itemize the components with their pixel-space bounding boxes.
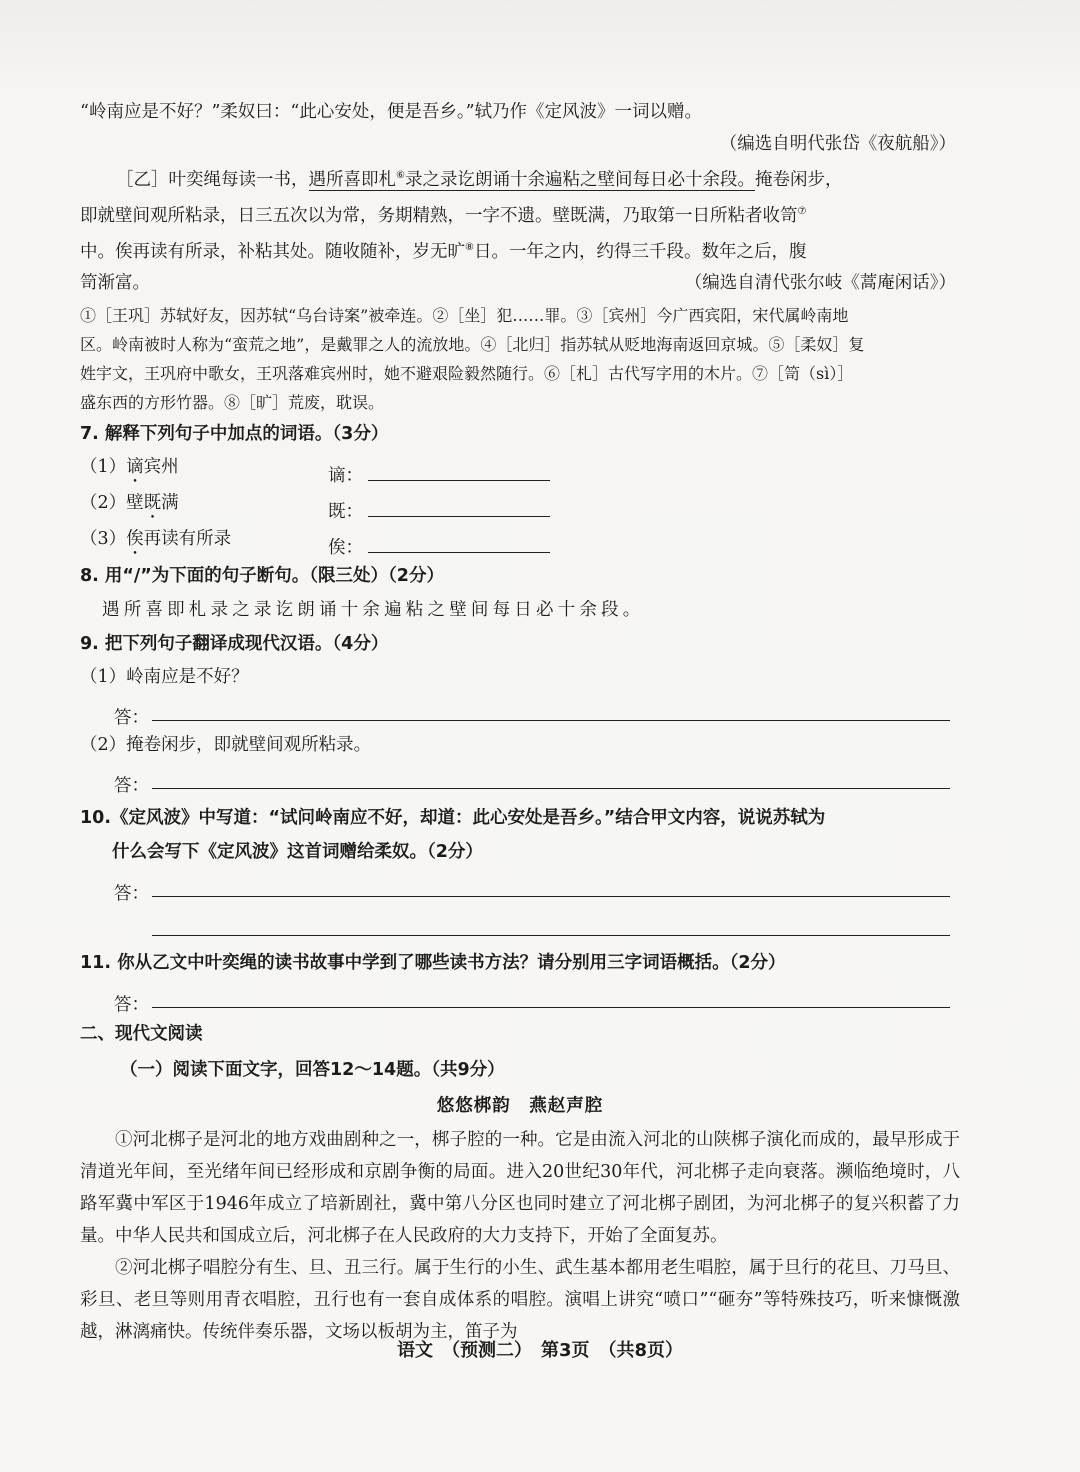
q7-item-3-dotted-word: 俟: [126, 529, 144, 550]
question-10-line-1: 10.《定风波》中写道：“试问岭南应不好，却道：此心安处是吾乡。”结合甲文内容，说说苏轼为: [80, 808, 826, 829]
q7-item-1-answer-blank[interactable]: [368, 458, 550, 481]
passage-b-line-4: [80, 267, 960, 299]
page-content: [80, 96, 960, 1348]
q10-answer-blank-1[interactable]: [152, 874, 950, 897]
page-footer: 语文 （预测二） 第3页 （共8页）: [396, 1340, 684, 1361]
passage-b-line-1: [80, 160, 960, 196]
passage-b-line3-text: 中。俟再读有所录，补粘其处。随收随补，岁无旷: [80, 241, 465, 262]
q7-item-1-num: （1）: [80, 457, 127, 478]
q7-item-2-text: [80, 489, 328, 523]
q9-sentence-2: （2）掩卷闲步，即就壁间观所粘录。: [80, 735, 372, 756]
q11-answer: [80, 980, 960, 1016]
q7-item-1-post: 宾州: [143, 457, 179, 478]
q7-item-3: [80, 523, 960, 559]
passage-b-line-2: [80, 196, 960, 232]
section-2-title: 二、现代文阅读: [80, 1024, 203, 1045]
q9-answer-1-label: 答：: [114, 708, 149, 729]
essay-paragraph-1: ①河北梆子是河北的地方戏曲剧种之一，梆子腔的一种。它是由流入河北的山陕梆子演化而成的，最早形成于清道光年间，至光绪年间已经形成和京剧争衡的局面。进入20世纪30年代，河北梆子走向衰落。濒临绝境时，八路军冀中军区于1946年成立了培新剧社，冀中第八分区也同时建立了河北梆子剧团，为河北梆子的复兴积蓄了力量。中华人民共和国成立后，河北梆子在人民政府的大力支持下，开始了全面复苏。: [80, 1130, 960, 1247]
q9-answer-2-blank[interactable]: [152, 766, 950, 789]
question-7-title: 7. 解释下列句子中加点的词语。（3分）: [80, 424, 389, 445]
section-2-subtitle: （一）阅读下面文字，回答12～14题。（共9分）: [120, 1060, 505, 1081]
passage-b-line-3: [80, 232, 960, 268]
q9-answer-1: [80, 693, 960, 729]
q7-item-1-label: 谪：: [328, 466, 363, 487]
q7-item-3-post: 再读有所录: [143, 529, 232, 550]
note-line-2: 区。岭南被时人称为“蛮荒之地”，是戴罪之人的流放地。④［北归］指苏轼从贬地海南返回京城。⑤［柔奴］复: [80, 335, 865, 355]
q11-answer-label: 答：: [114, 995, 149, 1016]
underlined-sentence: [309, 170, 755, 191]
q8-sentence[interactable]: 遇所喜即札录之录讫朗诵十余遍粘之壁间每日必十余段。: [102, 600, 645, 621]
passage-b-line4-text: 笥渐富。: [80, 273, 150, 294]
q7-item-2-post: 满: [161, 493, 179, 514]
q7-item-3-num: （3）: [80, 529, 127, 550]
question-10-line-2: 什么会写下《定风波》这首词赠给柔奴。（2分）: [112, 842, 483, 863]
q7-item-3-answer-blank[interactable]: [368, 530, 550, 553]
q11-answer-blank[interactable]: [152, 985, 950, 1008]
q9-sentence-1: （1）岭南应是不好？: [80, 667, 249, 688]
passage-b-source: （编选自清代张尔岐《蒿庵闲话》）: [684, 273, 956, 294]
passage-a-last-line: “岭南应是不好？”柔奴曰：“此心安处，便是吾乡。”轼乃作《定风波》一词以赠。: [80, 102, 703, 122]
q7-item-2-num: （2）: [80, 493, 127, 514]
essay-title: 悠悠梆韵 燕赵声腔: [436, 1096, 604, 1117]
q7-item-2-label: 既：: [328, 502, 363, 523]
q9-answer-1-blank[interactable]: [152, 698, 950, 721]
q7-item-3-label: 俟：: [328, 538, 363, 559]
q10-answer-label: 答：: [114, 884, 149, 905]
passage-b-line1-end: 掩卷闲步，: [754, 169, 843, 190]
q7-item-2-answer-blank[interactable]: [368, 494, 550, 517]
q10-answer: [80, 869, 960, 905]
passage-b-line3-end: 日。一年之内，约得三千段。数年之后，腹: [473, 241, 807, 262]
question-8-title: 8. 用“/”为下面的句子断句。（限三处）（2分）: [80, 566, 444, 587]
note-line-4: 盛东西的方形竹器。⑧［旷］荒废，耽误。: [80, 393, 385, 413]
note-marker-6: ⑥: [396, 170, 405, 181]
note-line-1: ①［王巩］苏轼好友，因苏轼“乌台诗案”被牵连。②［坐］犯……罪。③［宾州］今广西宾阳，宋代属岭南地: [80, 306, 849, 326]
q7-item-2-dotted-word: 既: [143, 493, 162, 514]
question-9-title: 9. 把下列句子翻译成现代汉语。（4分）: [80, 634, 389, 655]
q7-item-2-pre: 壁: [126, 493, 144, 514]
note-marker-7: ⑦: [797, 205, 807, 217]
q7-item-1: [80, 451, 960, 487]
passage-b-line2-text: 即就壁间观所粘录，日三五次以为常，务期精熟，一字不遗。壁既满，乃取第一日所粘者收笥: [80, 205, 798, 226]
q9-answer-2-label: 答：: [114, 776, 149, 797]
q7-item-1-dotted-word: 谪: [126, 457, 144, 478]
essay-paragraph-2: ②河北梆子唱腔分有生、旦、丑三行。属于生行的小生、武生基本都用老生唱腔，属于旦行的花旦、刀马旦、彩旦、老旦等则用青衣唱腔，丑行也有一套自成体系的唱腔。演唱上讲究“喷口”“砸夯”等特殊技巧，听来慷慨激越，淋漓痛快。传统伴奏乐器，文场以板胡为主，笛子为: [80, 1258, 960, 1343]
q10-answer-blank-2[interactable]: [152, 905, 950, 936]
q7-item-3-text: [80, 525, 328, 559]
q7-item-2: [80, 487, 960, 523]
annotations: [80, 301, 960, 417]
underlined-sentence-part2: 录之录讫朗诵十余遍粘之壁间每日必十余段。: [404, 169, 755, 190]
q9-answer-2: [80, 761, 960, 797]
passage-a-source: （编选自明代张岱《夜航船》）: [719, 134, 956, 154]
question-11-title: 11. 你从乙文中叶奕绳的读书故事中学到了哪些读书方法？请分别用三字词语概括。（2分）: [80, 953, 786, 974]
underlined-sentence-part1: 遇所喜即札: [308, 169, 396, 190]
q7-item-1-text: [80, 453, 328, 487]
passage-b-intro: ［乙］叶奕绳每读一书，: [116, 169, 309, 190]
note-line-3: 姓宇文，王巩府中歌女，王巩落难宾州时，她不避艰险毅然随行。⑥［札］古代写字用的木片。⑦［笥（sì）］: [80, 364, 854, 384]
note-marker-8: ⑧: [465, 241, 474, 253]
